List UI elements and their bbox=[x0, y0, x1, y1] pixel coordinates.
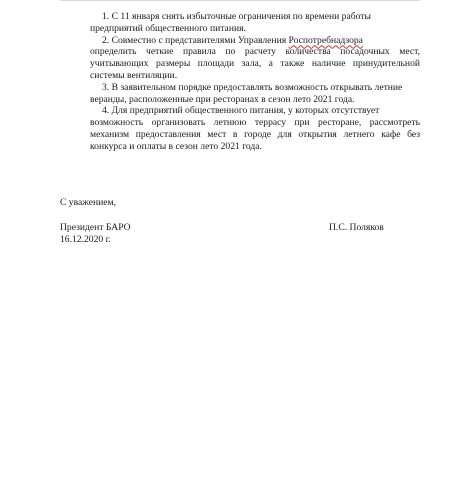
paragraph-1 bbox=[90, 11, 420, 35]
paragraph-1-continuation: предприятий общественного питания. bbox=[90, 22, 246, 34]
paragraph-2-first-line bbox=[90, 35, 420, 47]
top-divider bbox=[60, 0, 420, 1]
paragraph-3-first-line: 3. В заявительном порядке предоставлять возможность открывать летние bbox=[102, 81, 403, 93]
paragraph-3-continuation: веранды, расположенные при ресторанах в сезон лето 2021 года. bbox=[90, 93, 355, 105]
signature-date: 16.12.2020 г. bbox=[60, 233, 111, 245]
paragraph-4-continuation: возможность организовать летнюю террасу при ресторане, рассмотреть механизм предоставления мест в городе для открытия летнего кафе без конкурса и оплаты в сезон лето 2021 года. bbox=[90, 117, 420, 152]
signatory-title: Президент БАРО bbox=[60, 222, 131, 233]
paragraph-2-first-line-text: 2. Совместно с представителями Управления bbox=[102, 34, 289, 46]
paragraph-2-continuation: определить четкие правила по расчету количества посадочных мест, учитывающих размеры площади зала, а также наличие принудительной системы вентиляции. bbox=[90, 46, 420, 81]
document-body bbox=[90, 11, 420, 153]
closing-salutation: С уважением, bbox=[60, 197, 117, 208]
signatory-name: П.С. Поляков bbox=[329, 222, 384, 233]
paragraph-3 bbox=[90, 82, 420, 106]
paragraph-4 bbox=[90, 105, 420, 152]
paragraph-4-first-line: 4. Для предприятий общественного питания, у которых отсутствует bbox=[102, 105, 380, 117]
paragraph-2 bbox=[90, 35, 420, 82]
paragraph-1-first-line: 1. С 11 января снять избыточные ограничения по времени работы bbox=[102, 11, 371, 22]
spellcheck-flagged-word[interactable]: Роспотребнадзора bbox=[288, 34, 363, 46]
